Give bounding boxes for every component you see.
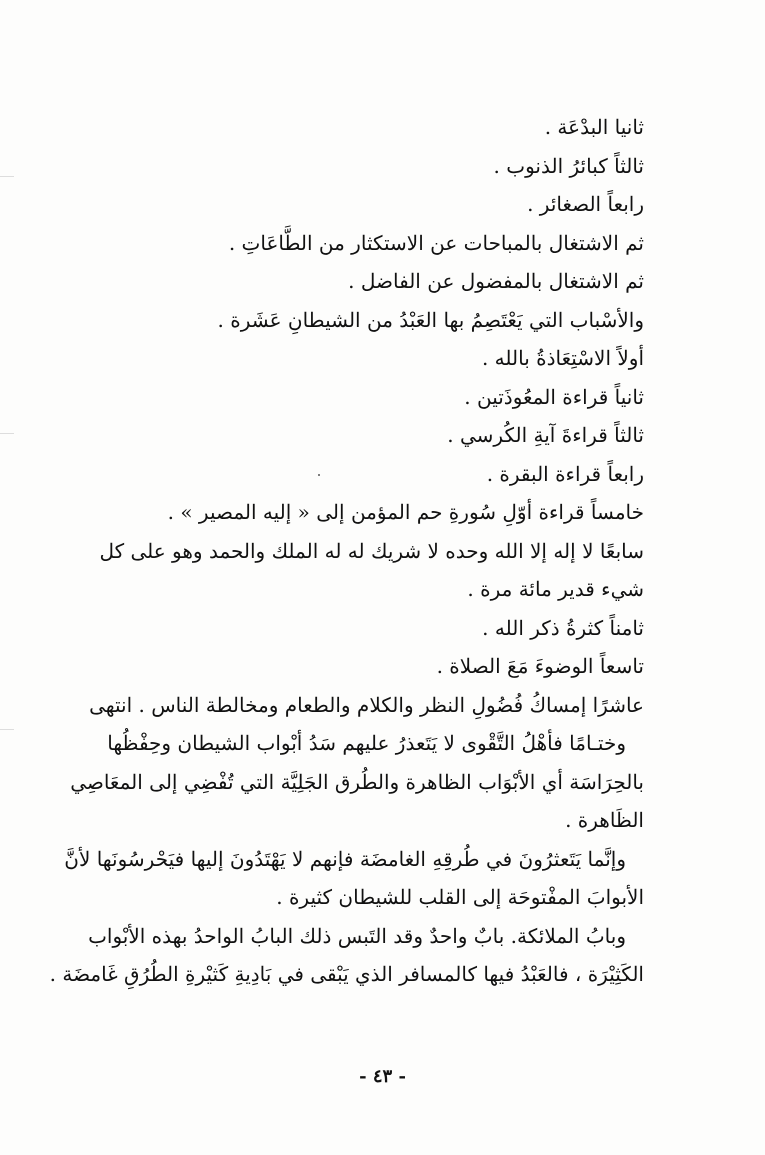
- text-line: ثامناً كثرةُ ذكر الله .: [482, 615, 644, 640]
- text-line: وبابُ الملائكة. بابٌ واحدٌ وقد التَبس ذلك البابُ الواحدُ بهذه الأبْواب: [88, 923, 626, 948]
- text-line: الأبوابَ المفْتوحَة إلى القلب للشيطان كثيرة .: [276, 885, 644, 909]
- scan-edge-mark: [0, 433, 14, 434]
- text-line: رابعاً الصغائر .: [527, 192, 644, 216]
- text-line: بالحِرَاسَة أي الأبْوَاب الظاهرة والطُرق الجَلِيَّة التي تُفْضِي إلى المعَاصِي: [70, 769, 644, 794]
- page-body-text: [49, 108, 644, 994]
- scan-edge-mark: [0, 176, 14, 177]
- text-line: والأسْباب التي يَعْتَصِمُ بها العَبْدُ من الشيطانِ عَشَرة .: [217, 307, 644, 332]
- text-line: تاسعاً الوضوءَ مَعَ الصلاة .: [436, 654, 644, 678]
- text-line: الظَاهرة .: [565, 808, 644, 832]
- text-line: عاشرًا إمساكُ فُضُولِ النظر والكلام والطعام ومخالطة الناس . انتهى: [89, 692, 644, 717]
- text-line: وختـامًا فأهْلُ التَّقْوى لا يَتَعذرُ عليهم سَدُ أبْواب الشيطان وحِفْظُها: [107, 731, 626, 755]
- text-line: شيء قدير مائة مرة .: [467, 577, 644, 601]
- text-line: خامساً قراءة أوّلِ سُورةِ حم المؤمن إلى « إليه المصير » .: [167, 500, 644, 524]
- text-line: وإنَّما يَتَعثرُونَ في طُرقِهِ الغامضَة فإنهم لا يَهْتَدُونَ إليها فيَحْرسُونَها لأنَّ: [64, 846, 626, 871]
- scan-edge-mark: [0, 729, 14, 730]
- text-line: أولاً الاسْتِعَاذةُ بالله .: [481, 346, 644, 370]
- text-line: ثالثاً قراءةَ آيةِ الكُرسي .: [447, 423, 644, 447]
- text-line: ثم الاشتغال بالمفضول عن الفاضل .: [348, 269, 644, 293]
- text-line: ثم الاشتغال بالمباحات عن الاستكثار من الطَّاعَاتِ .: [228, 230, 644, 255]
- text-line: ثانياً قراءة المعُوذَتين .: [464, 384, 644, 409]
- text-line: سابعًا لا إله إلا الله وحده لا شريك له له الملك والحمد وهو على كل: [99, 538, 644, 563]
- text-line: ثالثاً كبائرُ الذنوب .: [493, 153, 644, 178]
- text-line: الكَثِيْرَة ، فالعَبْدُ فيها كالمسافر الذي يَبْقى في بَادِيةِ كَثيْرةِ الطُرُقِ غَامضَة .: [49, 962, 644, 986]
- text-line: رابعاً قراءة البقرة .: [486, 461, 644, 486]
- page-number: - ٤٣ -: [359, 1066, 406, 1087]
- text-line: ثانيا البدْعَة .: [544, 115, 644, 139]
